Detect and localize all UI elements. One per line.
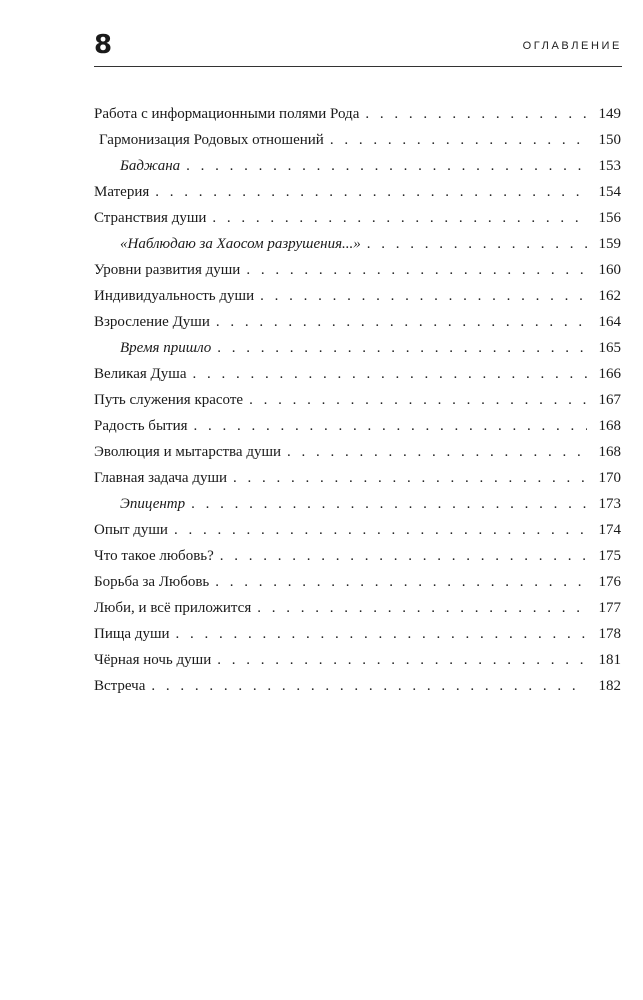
toc-entry xyxy=(94,127,621,153)
toc-entry-page: 165 xyxy=(598,340,621,356)
toc-dot-leader xyxy=(191,491,587,517)
toc-entry xyxy=(94,647,621,673)
toc-dot-leader xyxy=(330,127,587,153)
toc-dot-leader xyxy=(194,413,587,439)
toc-entry xyxy=(94,569,621,595)
toc-dot-leader xyxy=(192,361,587,387)
toc-entry-page: 160 xyxy=(598,262,621,278)
toc-entry xyxy=(94,231,621,257)
toc-entry-page: 149 xyxy=(598,106,621,122)
toc-entry xyxy=(94,439,621,465)
toc-dot-leader xyxy=(176,621,587,647)
toc-entry xyxy=(94,335,621,361)
toc-dot-leader xyxy=(155,179,587,205)
toc-entry-page: 154 xyxy=(598,184,621,200)
toc-entry xyxy=(94,465,621,491)
toc-entry-title: Чёрная ночь души xyxy=(94,652,212,668)
toc-entry-page: 181 xyxy=(598,652,621,668)
toc-dot-leader xyxy=(249,387,587,413)
toc-entry xyxy=(94,413,621,439)
toc-entry-title: Борьба за Любовь xyxy=(94,574,210,590)
page-header xyxy=(94,28,622,68)
toc-entry xyxy=(94,517,621,543)
toc-entry-page: 168 xyxy=(598,444,621,460)
running-title: ОГЛАВЛЕНИЕ xyxy=(522,40,622,52)
toc-entry-page: 173 xyxy=(598,496,621,512)
toc-entry xyxy=(94,595,621,621)
toc-dot-leader xyxy=(186,153,587,179)
toc-entry-title: Опыт души xyxy=(94,522,168,538)
toc-entry-page: 178 xyxy=(598,626,621,642)
toc-entry-page: 182 xyxy=(598,678,621,694)
toc-entry-page: 170 xyxy=(598,470,621,486)
toc-dot-leader xyxy=(233,465,587,491)
toc-entry xyxy=(94,361,621,387)
toc-entry-page: 156 xyxy=(598,210,621,226)
page-number: 8 xyxy=(94,30,114,60)
toc-entry-title: «Наблюдаю за Хаосом разрушения...» xyxy=(120,236,361,252)
toc-entry-page: 176 xyxy=(598,574,621,590)
toc-dot-leader xyxy=(151,673,587,699)
toc-entry-title: Баджана xyxy=(120,158,181,174)
toc-entry xyxy=(94,543,621,569)
toc-entry-page: 150 xyxy=(598,132,621,148)
header-rule xyxy=(94,66,622,67)
toc-dot-leader xyxy=(367,231,587,257)
toc-entry xyxy=(94,283,621,309)
toc-entry xyxy=(94,179,621,205)
toc-entry xyxy=(94,673,621,699)
toc-dot-leader xyxy=(217,335,587,361)
toc-entry-title: Великая Душа xyxy=(94,366,187,382)
toc-entry-title: Уровни развития души xyxy=(94,262,241,278)
toc-entry xyxy=(94,387,621,413)
toc-entry-title: Что такое любовь? xyxy=(94,548,214,564)
toc-entry-page: 177 xyxy=(598,600,621,616)
toc-entry-title: Странствия души xyxy=(94,210,207,226)
toc-entry xyxy=(94,621,621,647)
toc-entry-page: 174 xyxy=(598,522,621,538)
toc-entry-page: 167 xyxy=(598,392,621,408)
toc-entry xyxy=(94,309,621,335)
toc-entry-title: Встреча xyxy=(94,678,146,694)
toc-dot-leader xyxy=(220,543,587,569)
toc-dot-leader xyxy=(246,257,587,283)
toc-entry-page: 153 xyxy=(598,158,621,174)
toc-dot-leader xyxy=(212,205,587,231)
toc-entry-title: Материя xyxy=(94,184,150,200)
toc-entry xyxy=(94,205,621,231)
toc-entry-title: Работа с информационными полями Рода xyxy=(94,106,360,122)
toc-dot-leader xyxy=(260,283,587,309)
toc-entry-title: Эволюция и мытарства души xyxy=(94,444,282,460)
toc-entry-title: Взросление Души xyxy=(94,314,210,330)
toc-entry xyxy=(94,257,621,283)
toc-entry-page: 162 xyxy=(598,288,621,304)
toc-entry xyxy=(94,101,621,127)
toc-entry-title: Радость бытия xyxy=(94,418,188,434)
toc-dot-leader xyxy=(257,595,587,621)
toc-dot-leader xyxy=(287,439,587,465)
toc-entry-title: Главная задача души xyxy=(94,470,228,486)
toc-entry-title: Индивидуальность души xyxy=(94,288,255,304)
toc-entry-page: 175 xyxy=(598,548,621,564)
toc-dot-leader xyxy=(174,517,587,543)
toc-entry xyxy=(94,491,621,517)
toc-entry-page: 168 xyxy=(598,418,621,434)
toc-entry-page: 164 xyxy=(598,314,621,330)
toc-entry-title: Время пришло xyxy=(120,340,212,356)
table-of-contents xyxy=(94,101,621,699)
toc-entry-title: Путь служения красоте xyxy=(94,392,244,408)
toc-entry xyxy=(94,153,621,179)
toc-entry-page: 166 xyxy=(598,366,621,382)
toc-entry-title: Люби, и всё приложится xyxy=(94,600,252,616)
toc-entry-title: Гармонизация Родовых отношений xyxy=(99,132,324,148)
toc-entry-title: Эпицентр xyxy=(120,496,186,512)
toc-dot-leader xyxy=(216,309,587,335)
toc-entry-page: 159 xyxy=(598,236,621,252)
toc-dot-leader xyxy=(215,569,587,595)
toc-dot-leader xyxy=(217,647,587,673)
toc-dot-leader xyxy=(365,101,587,127)
toc-entry-title: Пища души xyxy=(94,626,170,642)
